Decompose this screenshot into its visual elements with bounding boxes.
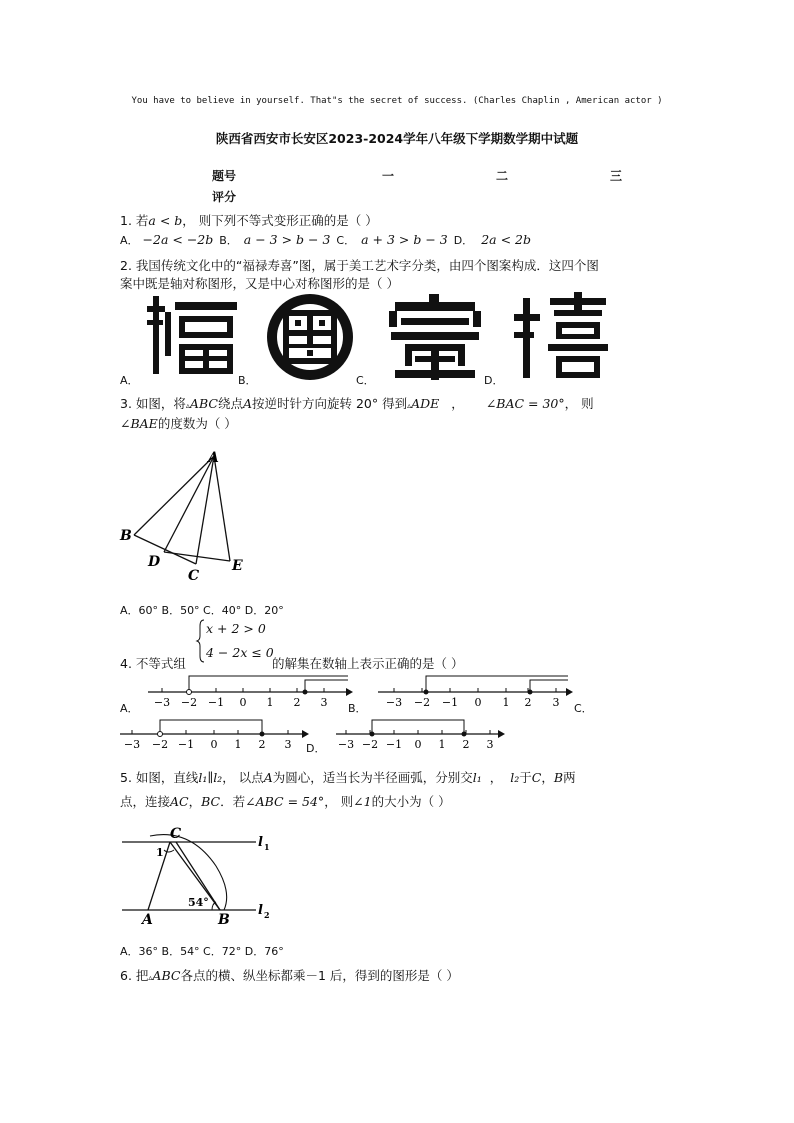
q2-option-b: B． xyxy=(238,374,257,387)
question-1: 1. 若a < b， 则下列不等式变形正确的是（ ） xyxy=(120,213,378,228)
question-5-line-1: 5. 如图，直线l₁∥l₂， 以点A为圆心，适当长为半径画弧，分别交l₁ ， l₂于C，B两 xyxy=(120,770,576,785)
q5-label-54: 54° xyxy=(188,896,209,909)
svg-text:1: 1 xyxy=(502,696,510,709)
question-3-line-2: ∠BAE的度数为（ ） xyxy=(120,416,237,431)
q5-label-l1: l xyxy=(258,835,263,850)
score-table-col-1: 一 xyxy=(382,169,395,183)
svg-text:3: 3 xyxy=(552,696,560,709)
svg-text:−1: −1 xyxy=(441,696,459,709)
q2-option-d: D． xyxy=(484,374,504,387)
q3-rotation-figure xyxy=(118,446,258,586)
q5-label-l2: l xyxy=(258,903,263,918)
svg-text:2: 2 xyxy=(524,696,532,709)
score-table-label-question: 题号 xyxy=(212,169,237,183)
question-4-text-2: 的解集在数轴上表示正确的是（ ） xyxy=(272,656,464,671)
q5-label-c: C xyxy=(170,826,182,842)
lu-character-icon xyxy=(265,292,355,382)
svg-text:0: 0 xyxy=(414,738,422,751)
score-table-label-score: 评分 xyxy=(212,190,237,204)
q2-option-c: C． xyxy=(356,374,375,387)
svg-text:−1: −1 xyxy=(207,696,225,709)
q4-system-eq-2: 4 − 2x ≤ 0 xyxy=(206,645,274,660)
q1-condition: a < b xyxy=(148,213,183,228)
question-2-line-2: 案中既是轴对称图形，又是中心对称图形的是（ ） xyxy=(120,276,399,291)
shou-character-icon xyxy=(385,292,485,382)
q5-label-l1-sub: 1 xyxy=(264,842,270,852)
xi-character-icon xyxy=(512,292,612,382)
svg-text:−3: −3 xyxy=(337,738,355,751)
q3-label-d: D xyxy=(148,554,161,570)
question-5-line-2: 点，连接AC，BC．若∠ABC = 54°， 则∠1的大小为（ ） xyxy=(120,794,451,809)
q4-option-d: D． xyxy=(306,742,326,755)
q4-option-c-letter: C． xyxy=(574,702,593,715)
question-2-line-1: 2. 我国传统文化中的“福禄寿喜”图，属于美工艺术字分类，由四个图案构成．这四个图 xyxy=(120,258,599,273)
score-table-col-3: 三 xyxy=(610,169,623,183)
q3-label-e: E xyxy=(232,558,243,574)
svg-text:−2: −2 xyxy=(361,738,379,751)
svg-text:1: 1 xyxy=(266,696,274,709)
q2-option-a: A． xyxy=(120,374,139,387)
svg-text:3: 3 xyxy=(284,738,292,751)
q5-label-a: A xyxy=(142,912,153,928)
q3-label-b: B xyxy=(120,528,132,544)
q4-option-a: A． xyxy=(120,702,139,715)
svg-text:3: 3 xyxy=(486,738,494,751)
q5-label-b: B xyxy=(218,912,230,928)
q3-label-a: A xyxy=(208,450,219,466)
svg-text:3: 3 xyxy=(320,696,328,709)
svg-text:0: 0 xyxy=(474,696,482,709)
q4-option-b: B． xyxy=(348,702,367,715)
svg-text:−1: −1 xyxy=(385,738,403,751)
motto-quote: You have to believe in yourself. That"s the secret of success. (Charles Chaplin , American actor ) xyxy=(131,96,663,106)
q4-number-line-b xyxy=(378,670,573,710)
question-3-line-1: 3. 如图，将▵ABC绕点A按逆时针方向旋转 20° 得到▵ADE ， ∠BAC = 30°， 则 xyxy=(120,396,594,411)
svg-text:2: 2 xyxy=(293,696,301,709)
svg-text:−3: −3 xyxy=(123,738,141,751)
q3-label-c: C xyxy=(188,568,200,584)
svg-text:−3: −3 xyxy=(153,696,171,709)
svg-text:2: 2 xyxy=(462,738,470,751)
q5-label-angle-1: 1 xyxy=(156,846,164,859)
svg-text:−3: −3 xyxy=(385,696,403,709)
question-1-options: A． −2a < −2b B． a − 3 > b − 3 C． a + 3 > b − 3 D． 2a < 2b xyxy=(120,232,531,247)
svg-text:1: 1 xyxy=(234,738,242,751)
svg-text:−2: −2 xyxy=(180,696,198,709)
q4-number-line-d xyxy=(336,712,506,752)
q5-parallel-lines-figure xyxy=(120,822,280,932)
svg-text:−1: −1 xyxy=(177,738,195,751)
question-5-answers: A．36° B．54° C．72° D．76° xyxy=(120,945,284,958)
question-6: 6. 把▵ABC各点的横、纵坐标都乘－1 后，得到的图形是（ ） xyxy=(120,968,459,983)
q4-system-eq-1: x + 2 > 0 xyxy=(206,621,266,636)
q4-number-line-a xyxy=(148,672,353,712)
svg-text:2: 2 xyxy=(258,738,266,751)
svg-text:−2: −2 xyxy=(151,738,169,751)
question-3-answers: A．60° B．50° C．40° D．20° xyxy=(120,604,284,617)
score-table-col-2: 二 xyxy=(496,169,509,183)
svg-text:1: 1 xyxy=(438,738,446,751)
q4-number-line-c xyxy=(120,712,310,752)
question-4-text-1: 4. 不等式组 xyxy=(120,656,186,671)
fu-character-icon xyxy=(145,292,245,382)
svg-text:0: 0 xyxy=(210,738,218,751)
exam-title: 陕西省西安市长安区2023-2024学年八年级下学期数学期中试题 xyxy=(215,131,579,146)
svg-text:−2: −2 xyxy=(413,696,431,709)
q5-label-l2-sub: 2 xyxy=(264,910,270,920)
svg-text:0: 0 xyxy=(239,696,247,709)
